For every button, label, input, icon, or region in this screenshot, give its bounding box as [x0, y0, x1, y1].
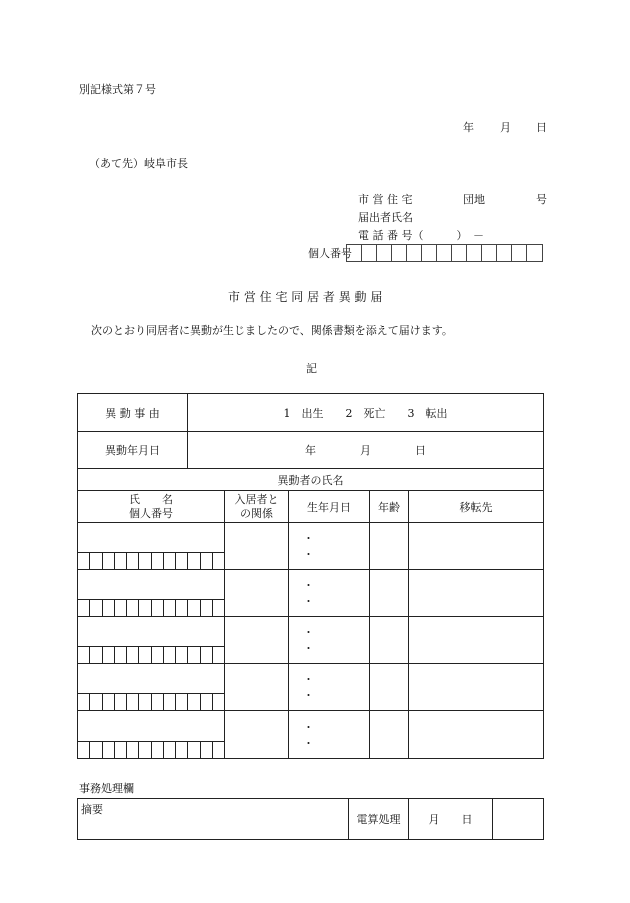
- form-title: 市 営 住 宅 同 居 者 異 動 届: [228, 290, 383, 304]
- birth-dots: ・ ・: [303, 532, 328, 561]
- person-name-cell[interactable]: [78, 570, 225, 616]
- relation-cell[interactable]: [225, 711, 289, 758]
- birth-dots: ・ ・: [303, 579, 328, 608]
- relation-cell[interactable]: [225, 523, 289, 569]
- col-age: 年齢: [370, 491, 409, 522]
- birth-cell[interactable]: [289, 570, 370, 616]
- birth-dots: ・ ・: [303, 626, 328, 655]
- person-name-cell[interactable]: [78, 523, 225, 569]
- reason-label: 異 動 事 由: [78, 394, 188, 431]
- person-kojin-boxes[interactable]: [78, 599, 224, 616]
- date-day: 日: [536, 121, 547, 134]
- office-summary-cell[interactable]: [78, 799, 349, 839]
- date-label: 異動年月日: [78, 432, 188, 468]
- person-name-cell[interactable]: [78, 711, 225, 758]
- dest-cell[interactable]: [409, 523, 543, 569]
- table-row: [78, 570, 543, 617]
- intro-text: 次のとおり同居者に異動が生じましたので、関係書類を添えて届けます。: [91, 324, 453, 337]
- summary-label: 摘要: [81, 803, 103, 816]
- housing-label: 市 営 住 宅: [358, 193, 413, 206]
- date-value[interactable]: 年 月 日: [305, 444, 426, 457]
- person-kojin-boxes[interactable]: [78, 693, 224, 710]
- calc-seal[interactable]: [493, 799, 543, 839]
- applicant-name-label: 届出者氏名: [358, 211, 413, 224]
- persons-header: 異動者の氏名: [277, 473, 344, 487]
- birth-cell[interactable]: [289, 617, 370, 663]
- birth-dots: ・ ・: [303, 720, 328, 750]
- person-kojin-boxes[interactable]: [78, 646, 224, 663]
- date-year: 年: [463, 121, 474, 134]
- column-header-row: [78, 491, 543, 523]
- table-row: [78, 711, 543, 758]
- office-label: 事務処理欄: [79, 782, 134, 795]
- reason-options[interactable]: 1 出生 2 死亡 3 転出: [283, 406, 448, 420]
- person-name-cell[interactable]: [78, 617, 225, 663]
- date-month: 月: [500, 121, 511, 134]
- birth-dots: ・ ・: [303, 673, 328, 702]
- ki-label: 記: [306, 362, 317, 375]
- col-relation-1: 入居者と: [234, 492, 279, 506]
- col-relation: [225, 491, 289, 522]
- col-name-2: 個人番号: [129, 506, 173, 520]
- relation-cell[interactable]: [225, 664, 289, 710]
- birth-cell[interactable]: [289, 664, 370, 710]
- addressee: （あて先）岐阜市長: [89, 157, 188, 170]
- col-name: [78, 491, 225, 522]
- col-relation-2: の関係: [240, 506, 273, 520]
- relation-cell[interactable]: [225, 570, 289, 616]
- age-cell[interactable]: [370, 711, 409, 758]
- calc-label: 電算処理: [349, 799, 409, 839]
- person-name-cell[interactable]: [78, 664, 225, 710]
- table-row: [78, 523, 543, 570]
- relation-cell[interactable]: [225, 617, 289, 663]
- col-name-1: 氏 名: [129, 492, 173, 506]
- table-row: [78, 617, 543, 664]
- col-dest: 移転先: [459, 500, 493, 514]
- dest-cell[interactable]: [409, 617, 543, 663]
- danchi-label: 団地: [463, 193, 485, 206]
- table-row: [78, 664, 543, 711]
- office-table: [77, 798, 544, 840]
- calc-date[interactable]: 月 日: [409, 799, 493, 839]
- kojin-label: 個人番号: [308, 247, 352, 260]
- age-cell[interactable]: [370, 523, 409, 569]
- dest-cell[interactable]: [409, 570, 543, 616]
- age-cell[interactable]: [370, 617, 409, 663]
- dest-cell[interactable]: [409, 711, 543, 758]
- col-birth: 生年月日: [289, 491, 370, 522]
- main-table: [77, 393, 544, 759]
- phone-label: 電 話 番 号（ ） －: [358, 229, 484, 242]
- dest-cell[interactable]: [409, 664, 543, 710]
- kojin-number-input[interactable]: [346, 244, 543, 262]
- persons-header-row: [78, 469, 543, 491]
- reason-row: [78, 394, 543, 432]
- date-row: [78, 432, 543, 469]
- age-cell[interactable]: [370, 570, 409, 616]
- go-label: 号: [536, 193, 547, 206]
- housing-row: [358, 192, 548, 208]
- birth-cell[interactable]: [289, 711, 370, 758]
- person-kojin-boxes[interactable]: [78, 741, 224, 758]
- birth-cell[interactable]: [289, 523, 370, 569]
- form-number: 別記様式第７号: [79, 83, 156, 96]
- age-cell[interactable]: [370, 664, 409, 710]
- person-kojin-boxes[interactable]: [78, 552, 224, 569]
